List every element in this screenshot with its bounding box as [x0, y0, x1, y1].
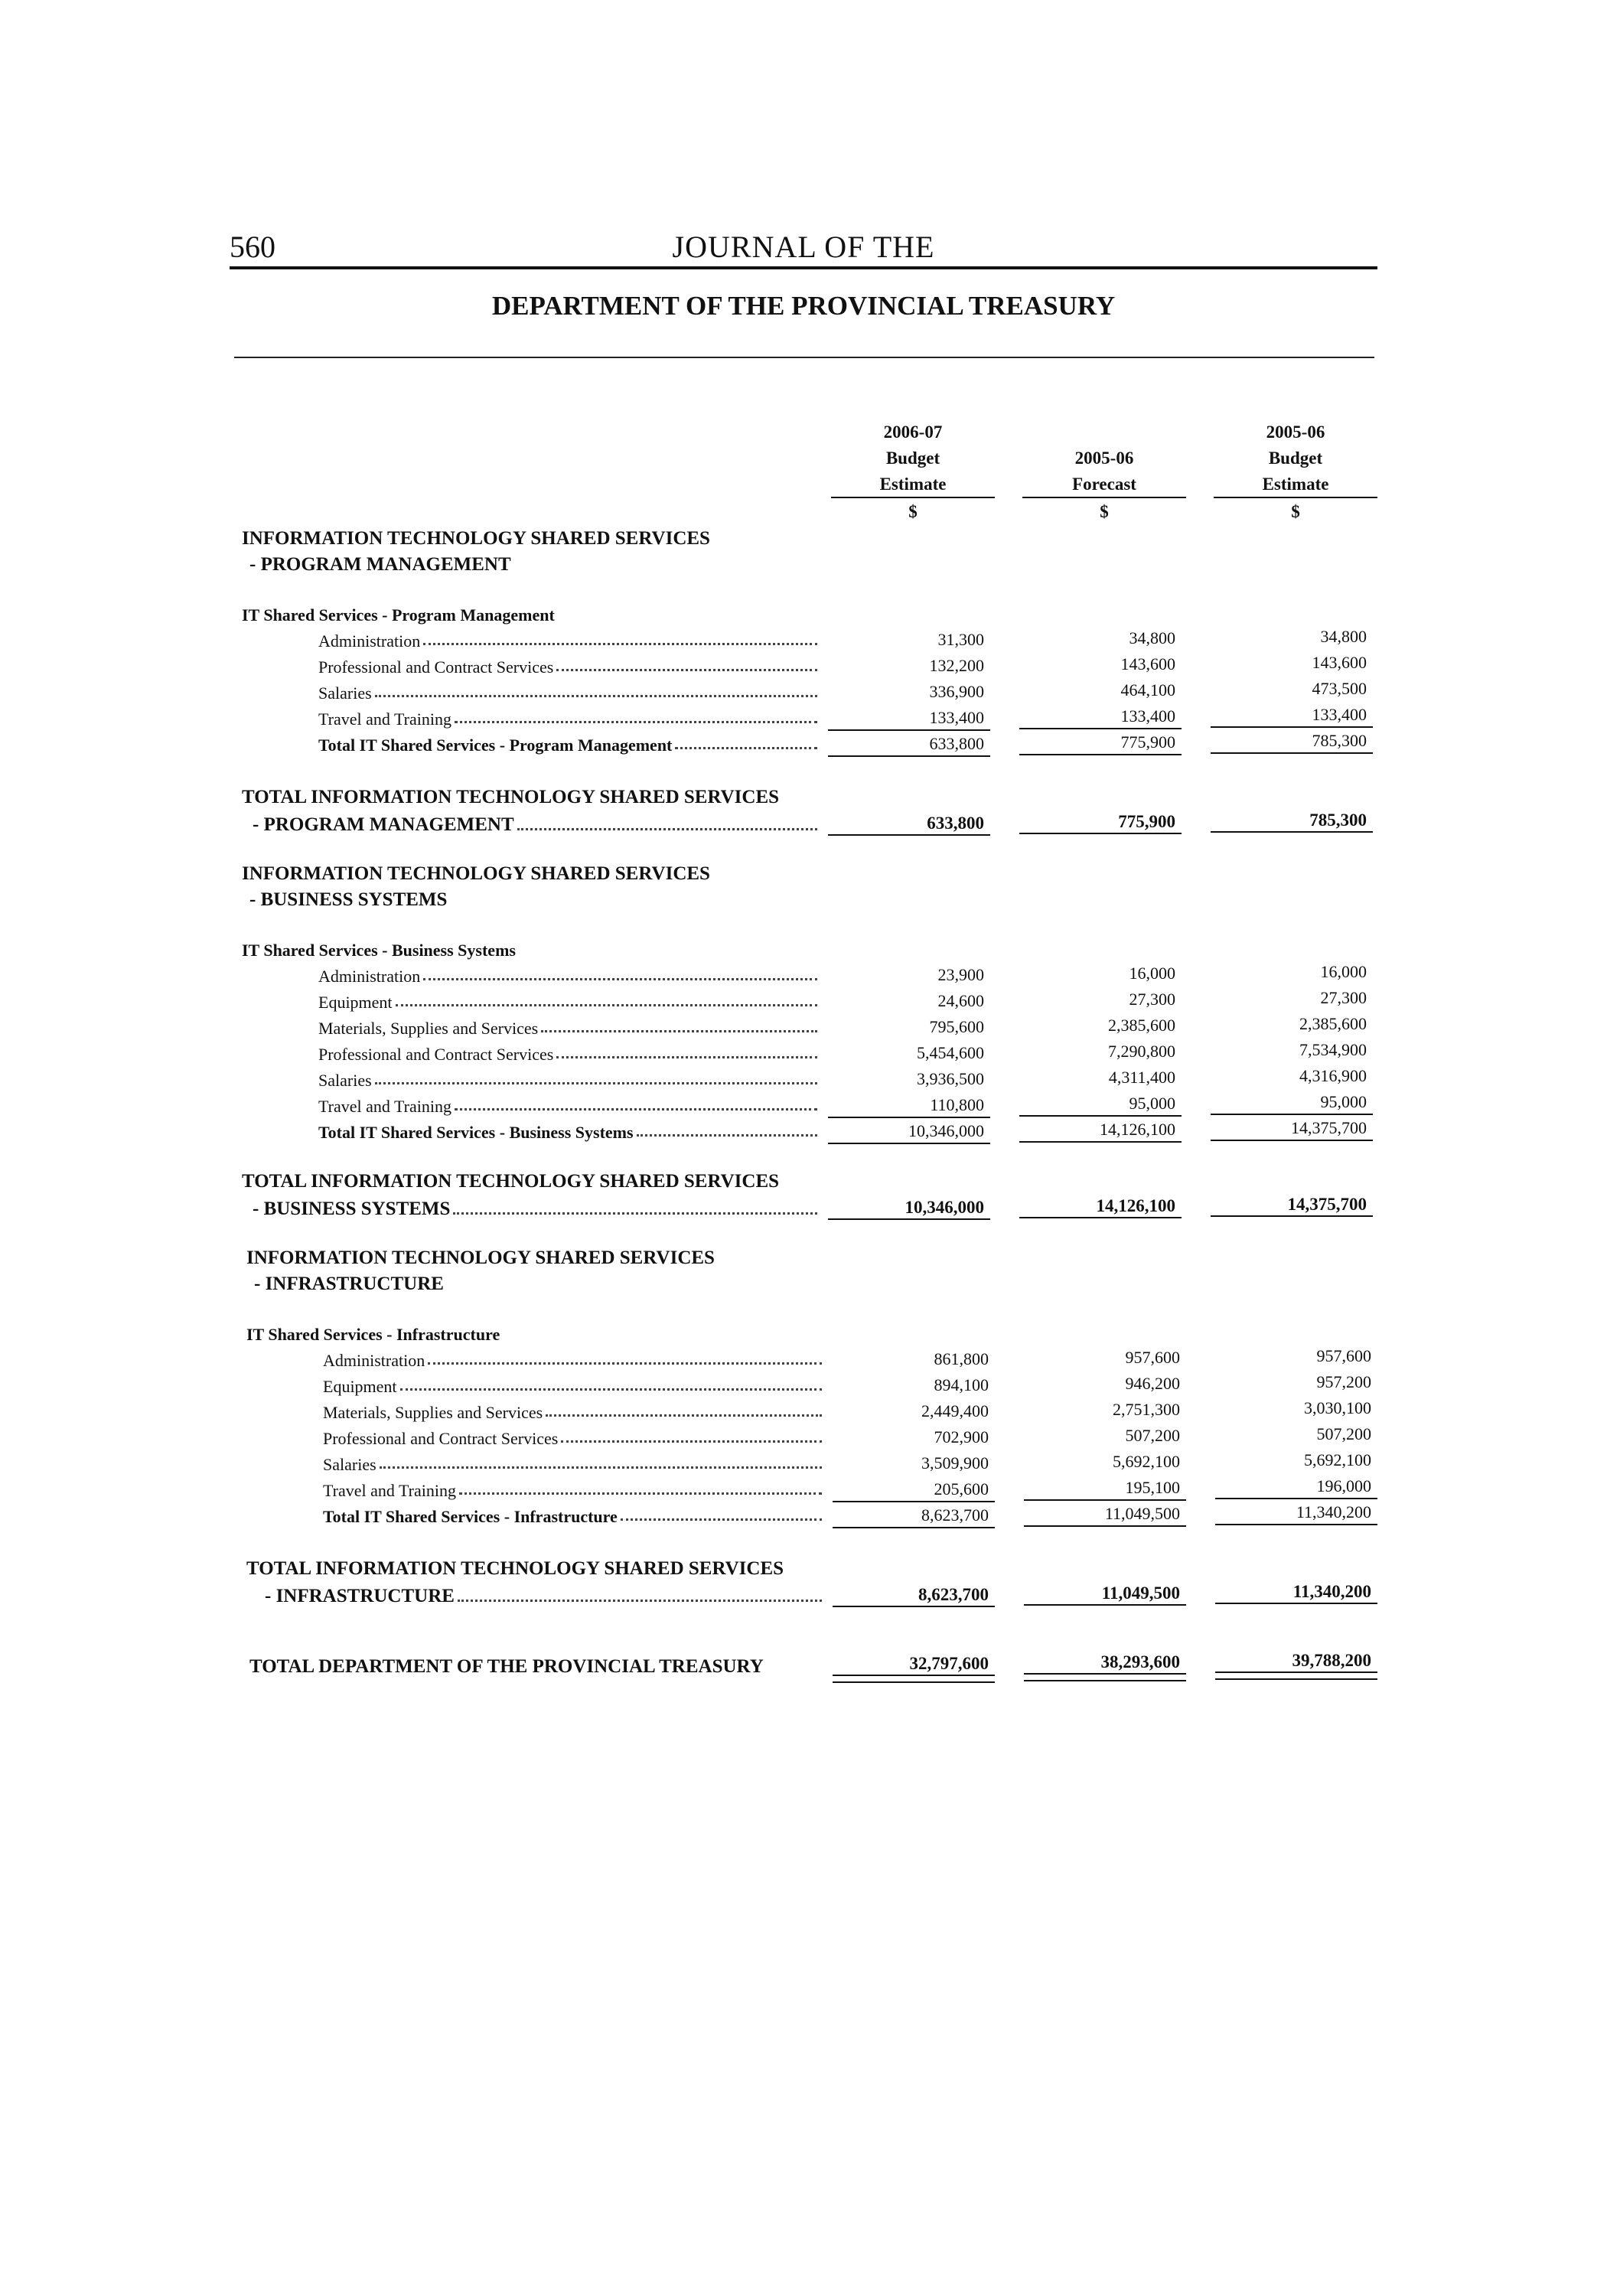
column-header-2005-06-forecast	[1022, 419, 1186, 501]
section-total-value: 11,049,500	[1101, 1583, 1180, 1603]
value-cell: 27,300	[1129, 990, 1175, 1009]
section-heading: - PROGRAM MANAGEMENT	[249, 554, 511, 575]
subtotal-rule	[1211, 1140, 1373, 1141]
leader-dots	[556, 669, 817, 671]
line-item	[323, 1453, 822, 1477]
leader-dots	[423, 643, 817, 645]
value-cell: 31,300	[937, 630, 984, 649]
line-item	[318, 964, 817, 989]
section-heading: INFORMATION TECHNOLOGY SHARED SERVICES	[242, 863, 710, 884]
line-item-label: Administration	[323, 1351, 425, 1370]
section-total-label: - INFRASTRUCTURE	[265, 1586, 455, 1606]
subtotal-label: Total IT Shared Services - Program Management	[318, 735, 673, 755]
subtotal-rule	[828, 1117, 990, 1118]
grand-total-double-rule	[1215, 1671, 1377, 1680]
subtotal-rule	[833, 1501, 995, 1502]
value-cell: 143,600	[1120, 654, 1175, 673]
leader-dots	[621, 1518, 822, 1521]
subtotal-rule	[1211, 1114, 1373, 1115]
section-total-value: 14,375,700	[1287, 1195, 1367, 1214]
column-header-line: Budget	[885, 448, 940, 468]
value-cell: 4,316,900	[1299, 1066, 1367, 1085]
subtotal-value: 10,346,000	[908, 1121, 984, 1140]
subtotal-rule	[1211, 752, 1373, 754]
value-cell: 23,900	[937, 965, 984, 984]
leader-dots	[455, 1108, 817, 1110]
line-item	[323, 1479, 822, 1503]
subtotal-rule	[828, 755, 990, 757]
value-cell: 894,100	[934, 1375, 989, 1394]
value-cell: 5,692,100	[1304, 1450, 1371, 1469]
grand-total-value: 39,788,200	[1292, 1651, 1371, 1670]
value-cell: 957,200	[1316, 1372, 1371, 1391]
value-cell: 957,600	[1125, 1348, 1180, 1367]
value-cell: 5,692,100	[1113, 1452, 1180, 1471]
column-header-line: 2005-06	[1266, 422, 1325, 442]
subsection-heading: IT Shared Services - Program Management	[242, 605, 555, 625]
subtotal-row	[318, 1120, 817, 1145]
line-item	[318, 629, 817, 654]
value-cell: 133,400	[1312, 705, 1367, 724]
line-item	[318, 681, 817, 706]
section-heading: INFORMATION TECHNOLOGY SHARED SERVICES	[242, 528, 710, 549]
column-header-line: Budget	[1268, 448, 1323, 468]
line-item	[323, 1349, 822, 1373]
subtotal-row	[323, 1505, 822, 1529]
subtotal-rule	[1024, 1525, 1186, 1527]
total-rule	[828, 1218, 990, 1220]
grand-total-value: 38,293,600	[1100, 1652, 1180, 1671]
line-item-label: Salaries	[323, 1455, 376, 1474]
line-item-label: Travel and Training	[318, 1097, 451, 1116]
total-rule	[1215, 1603, 1377, 1604]
column-header-2006-07-budget-estimate	[831, 419, 995, 501]
section-heading: - BUSINESS SYSTEMS	[249, 889, 448, 910]
leader-dots	[428, 1362, 822, 1365]
section-total-row	[242, 784, 817, 839]
value-cell: 3,936,500	[917, 1069, 984, 1088]
value-cell: 7,534,900	[1299, 1040, 1367, 1059]
subtotal-rule	[1215, 1524, 1377, 1525]
total-rule	[1019, 1217, 1182, 1218]
grand-total-double-rule	[833, 1675, 995, 1683]
value-cell: 4,311,400	[1108, 1068, 1175, 1087]
leader-dots	[675, 747, 817, 749]
subtotal-value: 11,340,200	[1296, 1502, 1371, 1521]
subsection-heading: IT Shared Services - Infrastructure	[246, 1325, 500, 1344]
subsection-heading: IT Shared Services - Business Systems	[242, 941, 516, 960]
value-cell: 795,600	[929, 1017, 984, 1036]
subtotal-value: 633,800	[929, 734, 984, 753]
subtotal-label: Total IT Shared Services - Business Systems	[318, 1123, 634, 1142]
section-total-value: 775,900	[1118, 812, 1175, 831]
value-cell: 336,900	[929, 682, 984, 701]
column-unit: $	[908, 502, 918, 521]
line-item	[318, 1094, 817, 1119]
subtotal-rule	[1019, 728, 1182, 729]
grand-total-value: 32,797,600	[909, 1654, 989, 1673]
section-total-label: TOTAL INFORMATION TECHNOLOGY SHARED SERVICES	[246, 1558, 784, 1579]
value-cell: 702,900	[934, 1427, 989, 1446]
line-item-label: Travel and Training	[318, 709, 451, 729]
value-cell: 16,000	[1320, 962, 1367, 981]
subtotal-label: Total IT Shared Services - Infrastructure	[323, 1507, 618, 1526]
value-cell: 946,200	[1125, 1374, 1180, 1393]
value-cell: 2,751,300	[1113, 1400, 1180, 1419]
leader-dots	[458, 1600, 822, 1602]
subtotal-value: 14,375,700	[1291, 1118, 1367, 1137]
leader-dots	[453, 1212, 817, 1215]
line-item	[323, 1401, 822, 1425]
section-total-row	[246, 1555, 822, 1610]
leader-dots	[546, 1414, 822, 1417]
section-total-value: 14,126,100	[1096, 1196, 1175, 1215]
subtotal-value: 775,900	[1120, 732, 1175, 752]
line-item	[318, 1016, 817, 1041]
line-item-label: Administration	[318, 967, 421, 986]
column-header-2005-06-budget-estimate	[1214, 419, 1377, 501]
leader-dots	[455, 721, 817, 723]
value-cell: 196,000	[1316, 1476, 1371, 1495]
section-total-label: - BUSINESS SYSTEMS	[253, 1199, 451, 1219]
section-total-label: - PROGRAM MANAGEMENT	[253, 814, 514, 835]
section-total-row	[242, 1168, 817, 1223]
subtotal-rule	[828, 729, 990, 731]
value-cell: 95,000	[1320, 1092, 1367, 1111]
value-cell: 473,500	[1312, 679, 1367, 698]
page-header	[230, 227, 1377, 268]
line-item	[318, 1068, 817, 1093]
line-item-label: Salaries	[318, 683, 372, 703]
value-cell: 205,600	[934, 1479, 989, 1499]
subtotal-rule	[1215, 1498, 1377, 1499]
line-item-label: Travel and Training	[323, 1481, 456, 1500]
leader-dots	[556, 1056, 817, 1058]
value-cell: 24,600	[937, 991, 984, 1010]
line-item-label: Equipment	[318, 993, 393, 1012]
value-cell: 95,000	[1129, 1094, 1175, 1113]
value-cell: 143,600	[1312, 653, 1367, 672]
leader-dots	[637, 1134, 817, 1137]
column-unit: $	[1291, 502, 1300, 521]
line-item-label: Equipment	[323, 1377, 397, 1396]
value-cell: 507,200	[1125, 1426, 1180, 1445]
title-rule	[234, 357, 1374, 358]
column-header-line: Estimate	[879, 475, 947, 494]
column-header-underline	[1022, 497, 1186, 498]
section-heading: INFORMATION TECHNOLOGY SHARED SERVICES	[246, 1247, 715, 1268]
leader-dots	[459, 1492, 822, 1495]
column-header-line: Forecast	[1072, 475, 1136, 494]
value-cell: 132,200	[929, 656, 984, 675]
total-rule	[1024, 1604, 1186, 1606]
section-total-label: TOTAL INFORMATION TECHNOLOGY SHARED SERVICES	[242, 1171, 780, 1192]
value-cell: 2,449,400	[921, 1401, 989, 1420]
line-item	[323, 1375, 822, 1399]
value-cell: 3,509,900	[921, 1453, 989, 1473]
column-header-line: 2006-07	[883, 422, 943, 442]
total-rule	[1019, 833, 1182, 834]
value-cell: 2,385,600	[1108, 1016, 1175, 1035]
subtotal-rule	[1019, 754, 1182, 755]
value-cell: 7,290,800	[1108, 1042, 1175, 1061]
value-cell: 195,100	[1125, 1478, 1180, 1497]
value-cell: 957,600	[1316, 1346, 1371, 1365]
subtotal-value: 8,623,700	[921, 1505, 989, 1525]
subtotal-value: 11,049,500	[1104, 1504, 1180, 1523]
value-cell: 5,454,600	[917, 1043, 984, 1062]
value-cell: 133,400	[929, 708, 984, 727]
section-total-label: TOTAL INFORMATION TECHNOLOGY SHARED SERVICES	[242, 787, 780, 807]
journal-title: JOURNAL OF THE	[672, 230, 935, 264]
value-cell: 27,300	[1320, 988, 1367, 1007]
leader-dots	[375, 1082, 817, 1084]
department-title: DEPARTMENT OF THE PROVINCIAL TREASURY	[491, 291, 1116, 321]
value-cell: 464,100	[1120, 680, 1175, 700]
section-heading: - INFRASTRUCTURE	[254, 1274, 444, 1294]
line-item-label: Administration	[318, 631, 421, 651]
line-item	[323, 1427, 822, 1451]
leader-dots	[561, 1440, 822, 1443]
subtotal-rule	[1211, 726, 1373, 728]
line-item-label: Salaries	[318, 1071, 372, 1090]
leader-dots	[541, 1030, 817, 1032]
total-rule	[1211, 1215, 1373, 1217]
line-item	[318, 1042, 817, 1067]
grand-total-label: TOTAL DEPARTMENT OF THE PROVINCIAL TREASURY	[249, 1656, 764, 1677]
section-total-value: 8,623,700	[918, 1585, 989, 1604]
value-cell: 2,385,600	[1299, 1014, 1367, 1033]
subtotal-rule	[1019, 1141, 1182, 1143]
subtotal-value: 785,300	[1312, 731, 1367, 750]
value-cell: 507,200	[1316, 1424, 1371, 1443]
section-total-value: 785,300	[1309, 810, 1367, 830]
subtotal-value: 14,126,100	[1100, 1120, 1175, 1139]
line-item	[318, 655, 817, 680]
line-item-label: Materials, Supplies and Services	[318, 1019, 539, 1038]
value-cell: 133,400	[1120, 706, 1175, 726]
subtotal-rule	[833, 1527, 995, 1528]
value-cell: 110,800	[930, 1095, 984, 1114]
line-item-label: Professional and Contract Services	[318, 1045, 554, 1064]
value-cell: 34,800	[1129, 628, 1175, 647]
column-header-underline	[831, 497, 995, 498]
leader-dots	[396, 1004, 817, 1006]
line-item-label: Professional and Contract Services	[318, 657, 554, 677]
line-item	[318, 707, 817, 732]
line-item-label: Materials, Supplies and Services	[323, 1403, 543, 1422]
value-cell: 3,030,100	[1304, 1398, 1371, 1417]
subtotal-row	[318, 733, 817, 758]
leader-dots	[375, 695, 817, 697]
subtotal-rule	[828, 1143, 990, 1144]
column-header-line: Estimate	[1262, 475, 1329, 494]
grand-total-double-rule	[1024, 1673, 1186, 1681]
value-cell: 34,800	[1320, 627, 1367, 646]
subtotal-rule	[1024, 1499, 1186, 1501]
leader-dots	[400, 1388, 822, 1391]
value-cell: 16,000	[1129, 964, 1175, 983]
line-item	[318, 990, 817, 1015]
column-unit: $	[1100, 502, 1109, 521]
section-total-value: 10,346,000	[905, 1198, 984, 1217]
page-number: 560	[230, 230, 275, 264]
leader-dots	[380, 1466, 822, 1469]
total-rule	[828, 834, 990, 836]
total-rule	[1211, 831, 1373, 833]
column-header-line: 2005-06	[1074, 448, 1134, 468]
subtotal-rule	[1019, 1115, 1182, 1117]
leader-dots	[517, 828, 817, 830]
section-total-value: 633,800	[927, 814, 984, 833]
value-cell: 861,800	[934, 1349, 989, 1368]
section-total-value: 11,340,200	[1292, 1582, 1371, 1601]
leader-dots	[423, 978, 817, 980]
total-rule	[833, 1606, 995, 1607]
column-header-underline	[1214, 497, 1377, 498]
header-rule	[230, 266, 1377, 269]
line-item-label: Professional and Contract Services	[323, 1429, 559, 1448]
grand-total-row	[249, 1653, 825, 1681]
